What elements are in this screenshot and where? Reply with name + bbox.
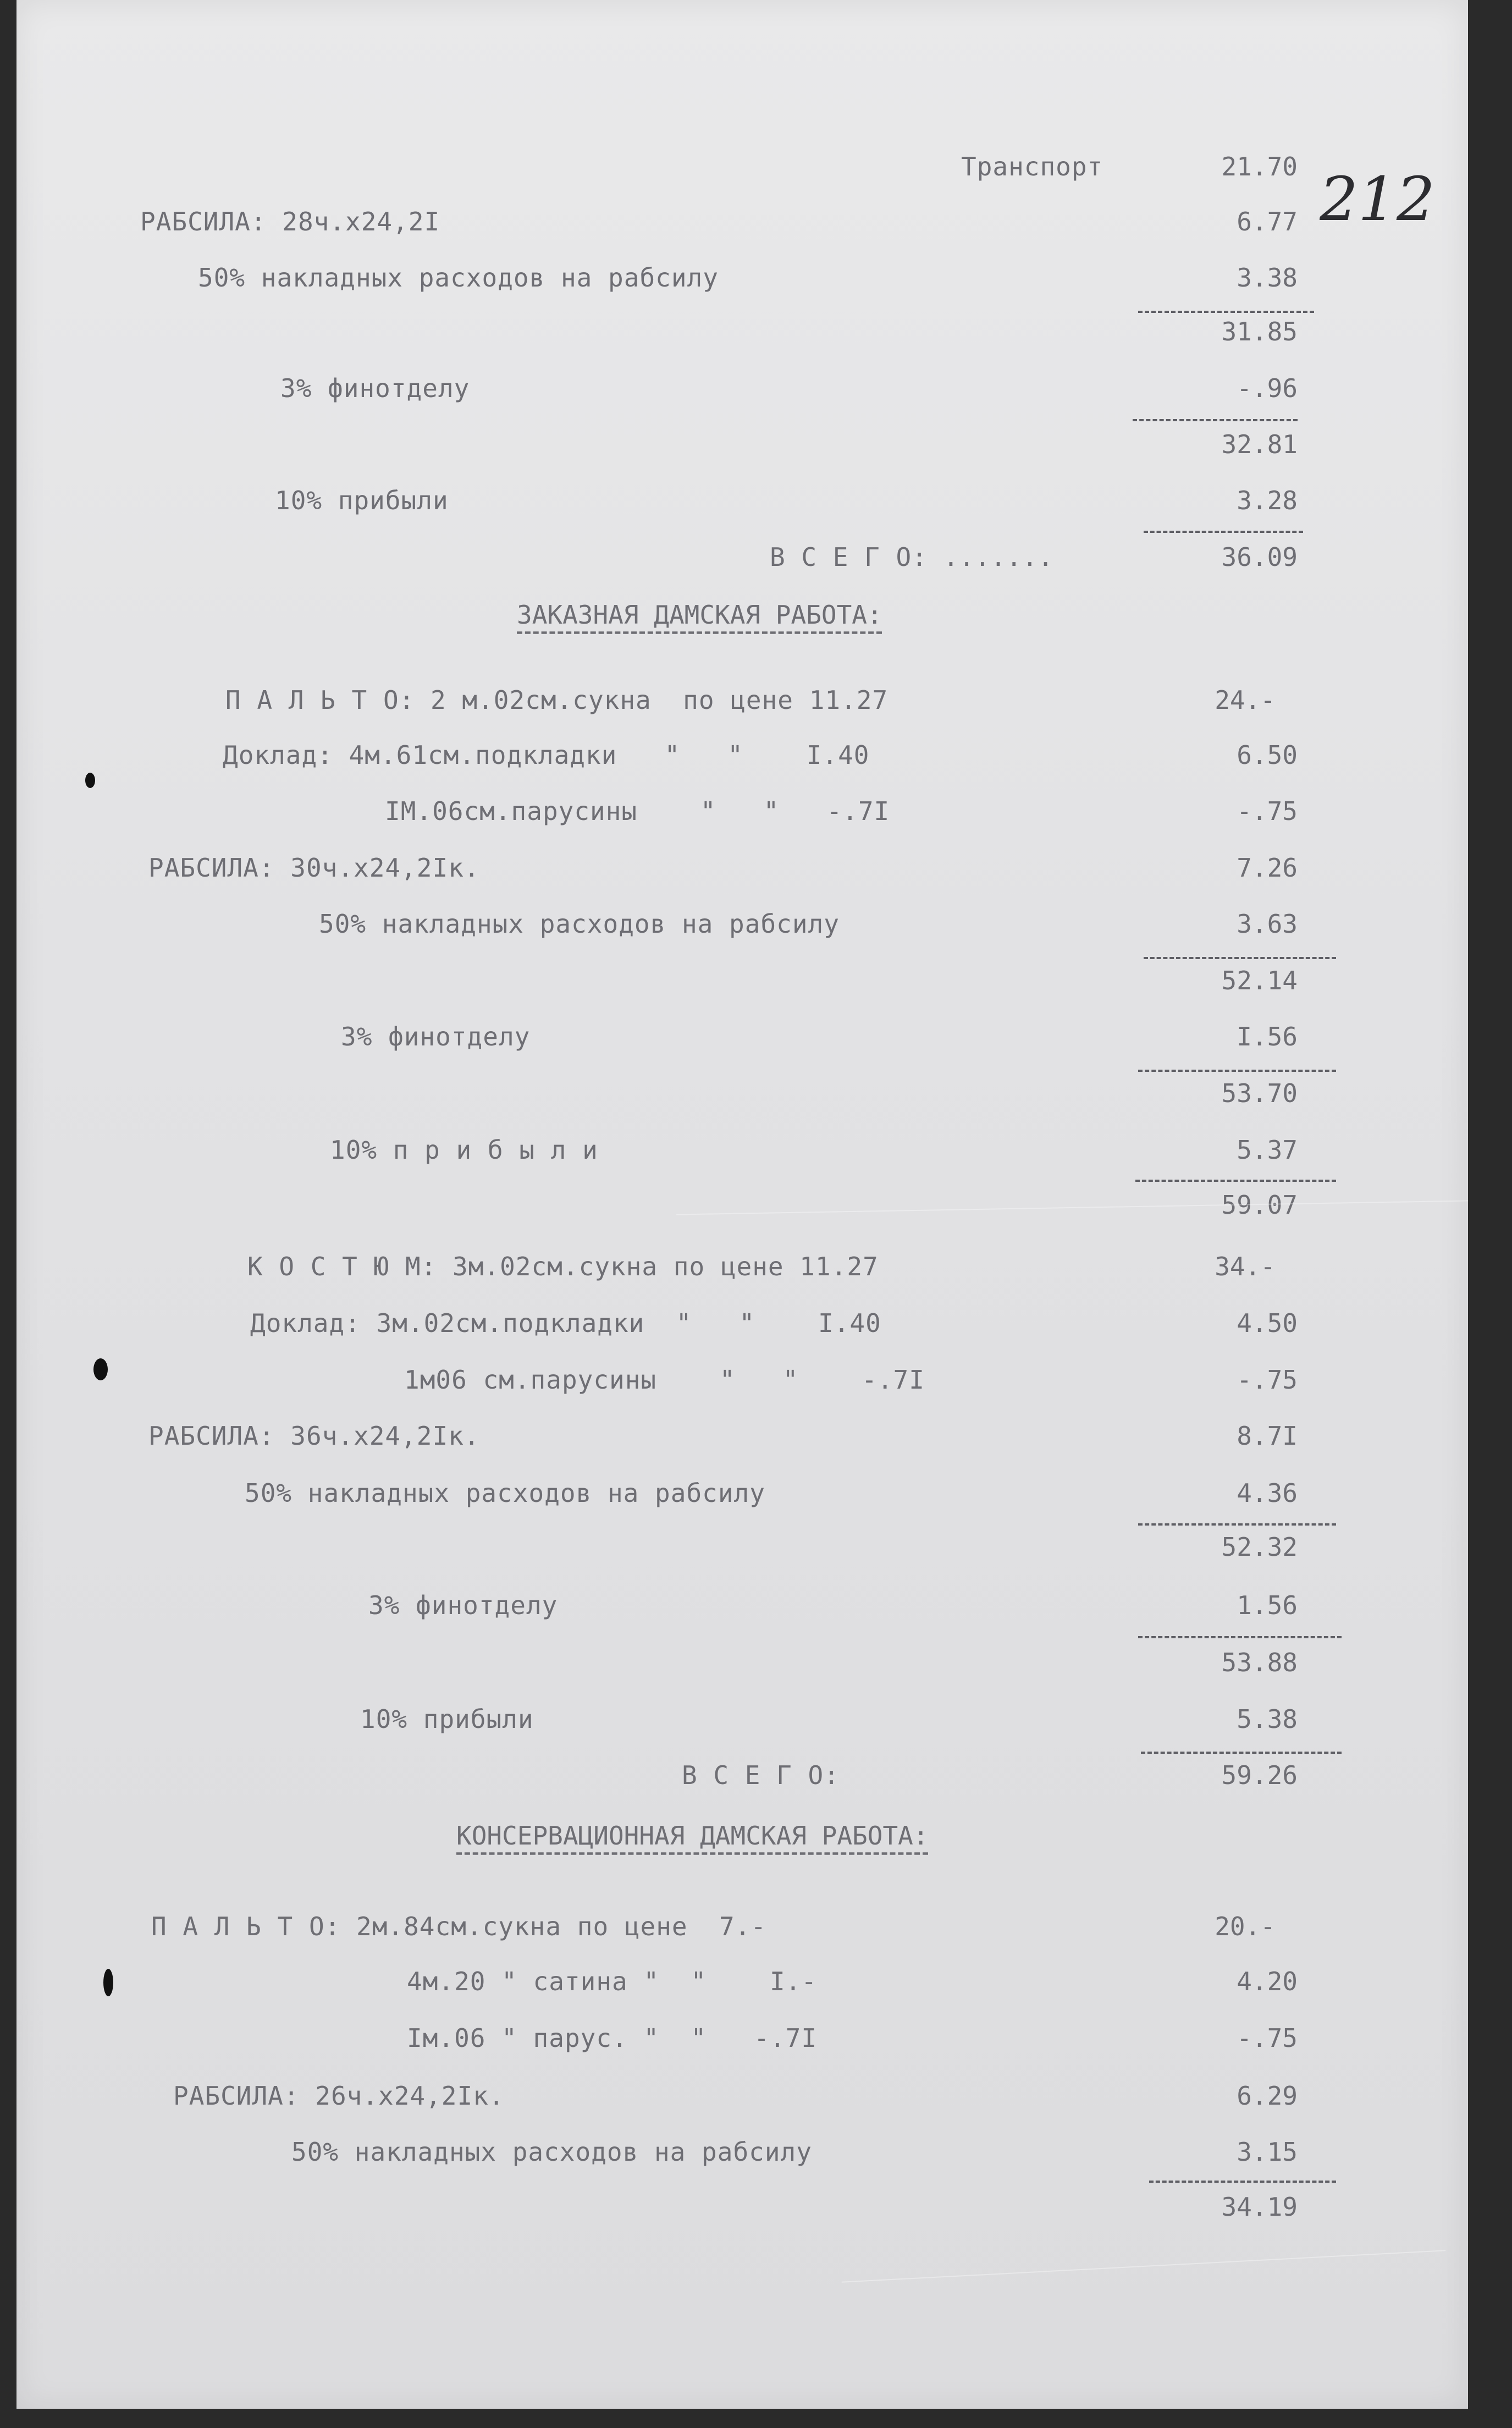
- suit-total-label: В С Е Г О:: [682, 1760, 840, 1790]
- coat-labor-value: 7.26: [1237, 853, 1298, 883]
- coat-profit-line: 10% п р и б ы л и: [330, 1135, 598, 1165]
- labor-value: 6.77: [1237, 207, 1298, 236]
- fin-value: -.96: [1237, 373, 1298, 403]
- document-sheet: [16, 0, 1468, 2409]
- suit-canvas-value: -.75: [1237, 1365, 1298, 1395]
- coat2-subtotal: 34.19: [1221, 2192, 1298, 2222]
- sum-rule: [1141, 1752, 1342, 1754]
- coat-canvas-line: IM.06см.парусины " " -.7I: [385, 796, 890, 826]
- page-number-handwritten: [1320, 168, 1457, 239]
- suit-profit-value: 5.38: [1237, 1704, 1298, 1734]
- suit-subtotal: 53.88: [1221, 1648, 1298, 1677]
- sum-rule: [1144, 957, 1336, 959]
- suit-lining-value: 4.50: [1237, 1308, 1298, 1338]
- coat-overhead-line: 50% накладных расходов на рабсилу: [319, 909, 840, 939]
- coat2-satin-line: 4м.20 " сатина " " I.-: [407, 1967, 818, 1996]
- coat-profit-value: 5.37: [1237, 1135, 1298, 1165]
- sum-rule: [1144, 531, 1303, 533]
- coat-overhead-value: 3.63: [1237, 909, 1298, 939]
- svg-text:212: 212: [1320, 168, 1435, 234]
- transport-label: Транспорт: [961, 152, 1103, 181]
- suit-overhead-line: 50% накладных расходов на рабсилу: [245, 1478, 765, 1508]
- profit-line: 10% прибыли: [275, 486, 449, 515]
- sum-rule: [1138, 1070, 1336, 1072]
- suit-fabric-value: 34.-: [1215, 1252, 1276, 1281]
- coat-fin-line: 3% финотделу: [341, 1022, 531, 1051]
- coat2-fabric-line: П А Л Ь Т О: 2м.84см.сукна по цене 7.-: [151, 1912, 767, 1941]
- paper-fold: [676, 1200, 1468, 1215]
- labor-line: РАБСИЛА: 28ч.х24,2I: [140, 207, 440, 236]
- punch-hole-mark: [93, 1358, 108, 1380]
- coat-lining-line: Доклад: 4м.61см.подкладки " " I.40: [223, 740, 870, 770]
- suit-canvas-line: 1м06 см.парусины " " -.7I: [404, 1365, 925, 1395]
- coat2-canvas-line: Iм.06 " парус. " " -.7I: [407, 2023, 818, 2053]
- sum-rule: [1133, 419, 1298, 421]
- total-label: В С Е Г О: .......: [770, 542, 1054, 572]
- coat2-canvas-value: -.75: [1237, 2023, 1298, 2053]
- coat2-labor-line: РАБСИЛА: 26ч.х24,2Iк.: [173, 2081, 505, 2111]
- coat2-labor-value: 6.29: [1237, 2081, 1298, 2111]
- suit-profit-line: 10% прибыли: [360, 1704, 534, 1734]
- sum-rule: [1149, 2181, 1336, 2183]
- coat2-overhead-value: 3.15: [1237, 2137, 1298, 2167]
- coat-fabric-value: 24.-: [1215, 685, 1276, 715]
- subtotal-value: 31.85: [1221, 317, 1298, 346]
- fin-line: 3% финотделу: [280, 373, 470, 403]
- suit-labor-line: РАБСИЛА: 36ч.х24,2Iк.: [148, 1421, 480, 1451]
- suit-fin-line: 3% финотделу: [368, 1590, 558, 1620]
- coat-fin-value: I.56: [1237, 1022, 1298, 1051]
- coat2-overhead-line: 50% накладных расходов на рабсилу: [291, 2137, 812, 2167]
- section-title-consignment: КОНСЕРВАЦИОННАЯ ДАМСКАЯ РАБОТА:: [456, 1821, 929, 1851]
- suit-total-value: 59.26: [1221, 1760, 1298, 1790]
- coat-canvas-value: -.75: [1237, 796, 1298, 826]
- suit-fabric-line: К О С Т Ю М: 3м.02см.сукна по цене 11.27: [247, 1252, 879, 1281]
- sum-rule: [1135, 1180, 1336, 1182]
- suit-overhead-value: 4.36: [1237, 1478, 1298, 1508]
- coat2-fabric-value: 20.-: [1215, 1912, 1276, 1941]
- punch-hole-mark: [85, 773, 95, 788]
- suit-lining-line: Доклад: 3м.02см.подкладки " " I.40: [250, 1308, 881, 1338]
- suit-labor-value: 8.7I: [1237, 1421, 1298, 1451]
- coat-subtotal: 59.07: [1221, 1190, 1298, 1220]
- overhead-value: 3.38: [1237, 263, 1298, 293]
- coat-fabric-line: П А Л Ь Т О: 2 м.02см.сукна по цене 11.27: [225, 685, 889, 715]
- coat-subtotal: 53.70: [1221, 1078, 1298, 1108]
- sum-rule: [1138, 1523, 1336, 1526]
- paper-fold: [842, 2250, 1446, 2283]
- coat2-satin-value: 4.20: [1237, 1967, 1298, 1996]
- sum-rule: [1138, 1636, 1342, 1638]
- sum-rule: [1138, 311, 1314, 313]
- profit-value: 3.28: [1237, 486, 1298, 515]
- overhead-line: 50% накладных расходов на рабсилу: [198, 263, 719, 293]
- punch-hole-mark: [103, 1969, 113, 1996]
- suit-fin-value: 1.56: [1237, 1590, 1298, 1620]
- section-title-custom: ЗАКАЗНАЯ ДАМСКАЯ РАБОТА:: [517, 600, 882, 630]
- total-value: 36.09: [1221, 542, 1298, 572]
- suit-subtotal: 52.32: [1221, 1532, 1298, 1562]
- transport-value: 21.70: [1221, 152, 1298, 181]
- subtotal-value: 32.81: [1221, 430, 1298, 459]
- coat-lining-value: 6.50: [1237, 740, 1298, 770]
- coat-labor-line: РАБСИЛА: 30ч.х24,2Iк.: [148, 853, 480, 883]
- coat-subtotal: 52.14: [1221, 966, 1298, 995]
